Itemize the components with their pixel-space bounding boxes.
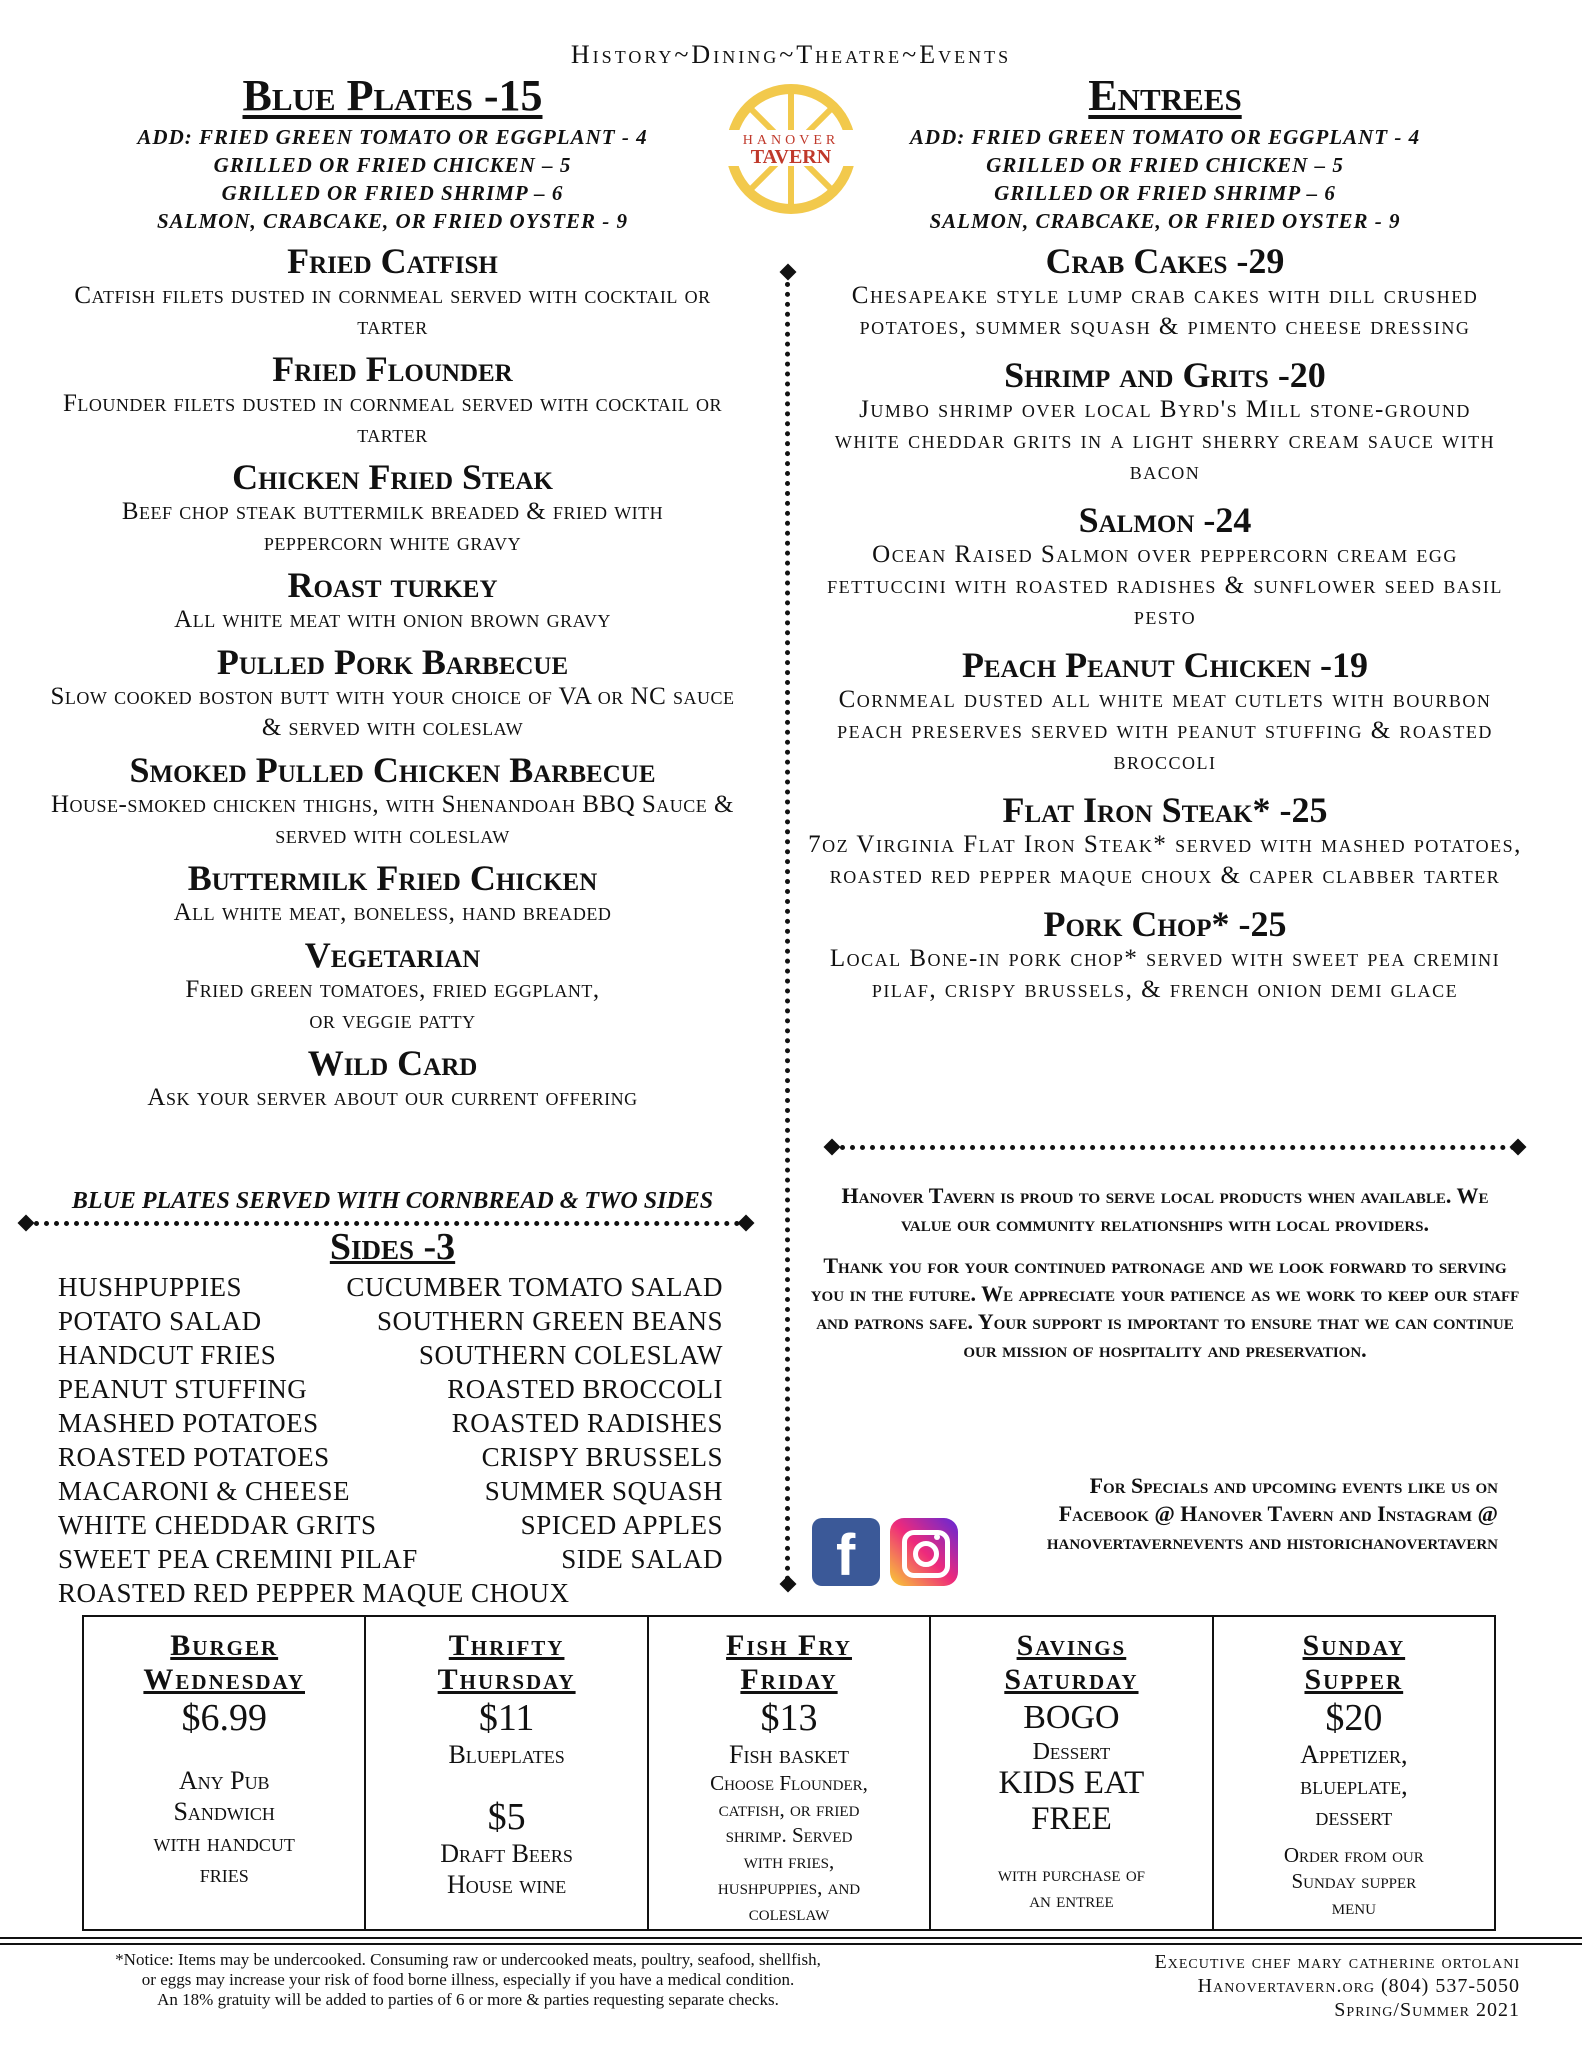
menu-item [20,566,765,635]
side-item: WHITE CHEDDAR GRITS [58,1510,377,1540]
blue-plates-addons [20,123,765,235]
side-item: CRISPY BRUSSELS [481,1442,723,1472]
special-title: Thrifty [448,1629,565,1662]
side-item: MACARONI & CHEESE [58,1476,351,1506]
special-detail: hushpuppies, and [717,1875,861,1899]
special-price: $5 [487,1796,526,1838]
item-name: Fried Catfish [287,241,498,281]
item-name: Pork Chop* -25 [1043,904,1287,944]
mission-statement [805,1182,1525,1378]
item-name: Chicken Fried Steak [232,457,553,497]
special-line: Draft Beers [440,1839,573,1868]
sides-row [58,1576,723,1610]
item-desc: Beef chop steak buttermilk breaded & fried with peppercorn white gravy [121,498,664,556]
special-line: dessert [1315,1802,1393,1831]
sides-row [58,1542,723,1576]
allergy-notice [18,1950,918,2010]
menu-item [20,458,765,558]
special-detail: an entree [1029,1888,1114,1912]
svg-text:HANOVER: HANOVER [742,133,840,148]
sides-row [58,1372,723,1406]
menu-item [805,905,1525,1005]
menu-item [20,859,765,928]
sides-row [58,1270,723,1304]
addon-line: ADD: FRIED GREEN TOMATO OR EGGPLANT - 4 [909,125,1421,149]
special-line: fries [199,1859,249,1888]
divider-dots [840,1145,1516,1150]
website-phone: Hanovertavern.org (804) 537-5050 [1197,1975,1520,1997]
sides-row [58,1304,723,1338]
weekly-specials-table [82,1615,1496,1931]
addon-line: SALMON, CRABCAKE, OR FRIED OYSTER - 9 [929,209,1401,233]
side-item: SWEET PEA CREMINI PILAF [58,1544,418,1574]
chef-name: Executive chef mary catherine ortolani [1154,1951,1520,1973]
menu-item [20,643,765,743]
side-item: PEANUT STUFFING [58,1374,308,1404]
addon-line: GRILLED OR FRIED CHICKEN – 5 [986,153,1344,177]
item-desc: Local Bone-in pork chop* served with sweet pea cremini pilaf, crispy brussels, & french onion demi glace [829,945,1501,1003]
entrees-list [805,242,1525,1019]
addon-line: ADD: FRIED GREEN TOMATO OR EGGPLANT - 4 [137,125,648,149]
special-detail: Order from our [1283,1843,1424,1867]
sides-row [58,1440,723,1474]
item-name: Fried Flounder [272,349,513,389]
addon-line: SALMON, CRABCAKE, OR FRIED OYSTER - 9 [156,209,629,233]
side-item: SOUTHERN GREEN BEANS [376,1306,723,1336]
special-title: Thursday [437,1663,576,1696]
menu-item [805,242,1525,342]
side-item: ROASTED POTATOES [58,1442,330,1472]
special-line: Any Pub [178,1766,270,1795]
sides-title: Sides -3 [329,1226,456,1268]
special-price: $11 [478,1697,535,1739]
divider-diamond [824,1139,841,1156]
menu-item [805,356,1525,487]
sides-list [58,1270,723,1610]
special-line: with handcut [153,1828,295,1857]
social-text: For Specials and upcoming events like us on Facebook @ Hanover Tavern and Instagram @ hanovertavernevents and historichanovertavern [1046,1473,1498,1554]
item-desc: Fried green tomatoes, fried eggplant, or veggie patty [185,976,600,1034]
special-burger-wednesday [84,1617,366,1929]
special-title: Supper [1304,1663,1404,1696]
special-price: $20 [1325,1697,1383,1739]
special-thrifty-thursday [366,1617,648,1929]
item-desc: Catfish filets dusted in cornmeal served with cocktail or tarter [74,282,711,340]
special-line: Fish basket [729,1740,849,1769]
special-title: Sunday [1302,1629,1406,1662]
item-name: Peach Peanut Chicken -19 [961,645,1369,685]
item-desc: Ask your server about our current offering [147,1084,638,1111]
side-item: POTATO SALAD [58,1306,262,1336]
sides-row [58,1474,723,1508]
special-detail: menu [1331,1895,1376,1919]
special-line: Sandwich [173,1797,275,1826]
chef-info [1020,1950,1520,2022]
mission-paragraph: Thank you for your continued patronage and we look forward to serving you in the future. We appreciate your patience as we work to keep our staff and patrons safe. Your support is important to ensure that we can continue our mission of hospitality and preservation. [810,1253,1520,1362]
addon-line: GRILLED OR FRIED SHRIMP – 6 [994,181,1336,205]
notice-line: An 18% gratuity will be added to parties of 6 or more & parties requesting separate checks. [157,1990,779,2009]
item-name: Flat Iron Steak* -25 [1002,790,1328,830]
item-desc: House-smoked chicken thighs, with Shenandoah BBQ Sauce & served with coleslaw [50,791,734,849]
side-item: ROASTED BROCCOLI [447,1374,723,1404]
side-item: HANDCUT FRIES [58,1340,277,1370]
blue-plates-note: BLUE PLATES SERVED WITH CORNBREAD & TWO SIDES [71,1188,714,1214]
side-item: SUMMER SQUASH [484,1476,723,1506]
special-fish-fry-friday [649,1617,931,1929]
facebook-icon[interactable]: f [812,1518,880,1586]
notice-line: *Notice: Items may be undercooked. Consuming raw or undercooked meats, poultry, seafood, shellfish, [115,1950,821,1969]
special-price: $13 [760,1697,818,1739]
sides-row [58,1406,723,1440]
item-desc: Slow cooked boston butt with your choice of VA or NC sauce & served with coleslaw [50,683,735,741]
sides-row [58,1508,723,1542]
menu-item [20,1044,765,1113]
item-name: Buttermilk Fried Chicken [187,858,598,898]
special-line: House wine [446,1870,567,1899]
item-desc: All white meat with onion brown gravy [174,606,611,633]
side-item: SPICED APPLES [520,1510,723,1540]
special-line: blueplate, [1300,1771,1408,1800]
footer-rule [0,1937,1582,1939]
entrees-title: Entrees [1088,71,1242,120]
special-highlight: KIDS EAT [998,1765,1145,1801]
menu-item [805,791,1525,891]
special-savings-saturday [931,1617,1213,1929]
item-desc: Ocean Raised Salmon over peppercorn cream egg fettuccini with roasted radishes & sunflower seed basil pesto [827,541,1503,630]
item-name: Vegetarian [304,935,481,975]
special-title: Savings [1016,1629,1127,1662]
footer-rule [0,1943,1582,1945]
item-desc: Cornmeal dusted all white meat cutlets with bourbon peach preserves served with peanut stuffing & roasted broccoli [837,686,1493,775]
menu-item [20,936,765,1036]
divider-diamond [780,1576,797,1593]
sides-row [58,1338,723,1372]
notice-line: or eggs may increase your risk of food borne illness, especially if you have a medical condition. [141,1970,795,1989]
special-line: Dessert [1032,1739,1111,1765]
special-detail: Choose Flounder, [710,1771,868,1795]
special-title: Burger [170,1629,279,1662]
entrees-header [805,70,1525,235]
menu-item [20,242,765,342]
menu-item [805,646,1525,777]
special-price: $6.99 [181,1697,267,1739]
special-detail: Sunday supper [1291,1869,1417,1893]
item-desc: All white meat, boneless, hand breaded [173,899,612,926]
item-name: Wild Card [307,1043,478,1083]
blue-plates-header [20,70,765,235]
divider-diamond [1510,1139,1527,1156]
special-detail: coleslaw [748,1901,830,1925]
side-item: HUSHPUPPIES [58,1272,243,1302]
special-detail: shrimp. Served [725,1823,853,1847]
addon-line: GRILLED OR FRIED SHRIMP – 6 [221,181,564,205]
special-line: Blueplates [448,1740,565,1769]
side-item: CUCUMBER TOMATO SALAD [346,1272,723,1302]
season: Spring/Summer 2021 [1334,1999,1520,2021]
entrees-addons [805,123,1525,235]
special-title: Fish Fry [726,1629,852,1662]
mission-paragraph: Hanover Tavern is proud to serve local products when available. We value our community relationships with local providers. [841,1183,1489,1236]
special-highlight: FREE [1031,1801,1112,1837]
special-title: Friday [740,1663,838,1696]
menu-item [20,350,765,450]
special-line: Appetizer, [1300,1740,1408,1769]
item-name: Smoked Pulled Chicken Barbecue [129,750,656,790]
menu-item [20,751,765,851]
side-item: MASHED POTATOES [58,1408,319,1438]
item-name: Crab Cakes -29 [1045,241,1285,281]
special-detail: catfish, or fried [718,1797,860,1821]
addon-line: GRILLED OR FRIED CHICKEN – 5 [213,153,572,177]
special-title: Wednesday [143,1663,305,1696]
side-item: SOUTHERN COLESLAW [418,1340,723,1370]
item-desc: Flounder filets dusted in cornmeal served with cocktail or tarter [63,390,722,448]
item-desc: Chesapeake style lump crab cakes with dill crushed potatoes, summer squash & pimento cheese dressing [851,282,1479,340]
special-detail: with fries, [743,1849,835,1873]
menu-item [805,501,1525,632]
column-divider [785,272,790,1582]
item-desc: 7oz Virginia Flat Iron Steak* served with mashed potatoes, roasted red pepper maque choux & caper clabber tarter [808,831,1522,889]
tagline: History~Dining~Theatre~Events [570,40,1012,69]
side-item: ROASTED RADISHES [451,1408,723,1438]
blue-plates-title: Blue Plates -15 [242,71,543,120]
special-price: BOGO [1023,1699,1120,1736]
side-item: ROASTED RED PEPPER MAQUE CHOUX [58,1578,570,1608]
blue-plates-list [20,242,765,1121]
item-name: Pulled Pork Barbecue [216,642,569,682]
side-item: SIDE SALAD [561,1544,723,1574]
item-name: Roast turkey [287,565,498,605]
instagram-icon[interactable] [890,1518,958,1586]
special-sunday-supper [1214,1617,1494,1929]
special-title: Saturday [1004,1663,1139,1696]
item-name: Shrimp and Grits -20 [1004,355,1326,395]
item-desc: Jumbo shrimp over local Byrd's Mill stone-ground white cheddar grits in a light sherry cream sauce with bacon [834,396,1496,485]
item-name: Salmon -24 [1078,500,1252,540]
special-detail: with purchase of [997,1862,1146,1886]
svg-text:TAVERN: TAVERN [750,146,832,168]
